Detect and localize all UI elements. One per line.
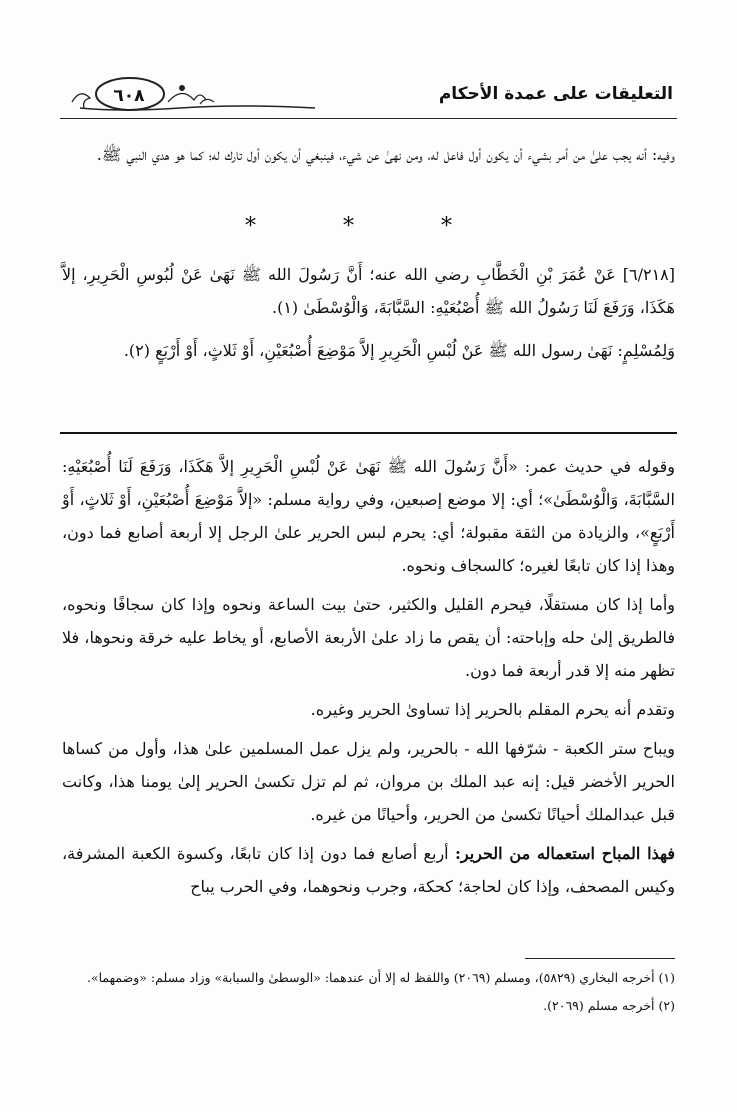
commentary-paragraph: وأما إذا كان مستقلًا، فيحرم القليل والكثير، حتىٰ بيت الساعة ونحوه وإذا كان سجافًا ونحوه، فالطريق إلىٰ حله وإباحته: أن يقص ما زاد علىٰ الأربعة الأصابع، أو يخاط عليه خرقة ونحوها، فلا تظهر منه إلا قدر أربعة فما دون. bbox=[62, 595, 675, 680]
commentary-paragraph: وقوله في حديث عمر: «أَنَّ رَسُولَ الله ﷺ نَهَىٰ عَنْ لُبْسِ الْحَرِيرِ إلاَّ هَكَذَا، وَرَفَعَ لَنَا أُصْبُعَيْهِ: السَّبَّابَةَ، وَالْوُسْطَىٰ»؛ أي: إلا موضع إصبعين، وفي رواية مسلم: «إلاَّ مَوْضِعَ أُصْبُعَيْنِ، أَوْ ثَلاثٍ، أَوْ أَرْبَعٍ»، والزيادة من الثقة مقبولة؛ أي: يحرم لبس الحرير علىٰ الرجل إلا أربعة أصابع فما دون، وهذا إذا كان تابعًا لغيره؛ كالسجاف ونحوه. bbox=[62, 457, 675, 575]
page-number: ٦٠٨ bbox=[113, 86, 145, 106]
intro-section bbox=[62, 138, 675, 171]
commentary-paragraph: وتقدم أنه يحرم المقلم بالحرير إذا تساوىٰ الحرير وغيره. bbox=[310, 700, 675, 719]
commentary-paragraph: ويباح ستر الكعبة - شرّفها الله - بالحرير، ولم يزل عمل المسلمين علىٰ هذا، وأول من كساها الحرير الأخضر قيل: إنه عبد الملك بن مروان، ثم لم تزل تكسىٰ الحرير إلىٰ يومنا هذا، وكانت قبل عبدالملك أحيانًا تكسىٰ من الحرير، وأحيانًا من غيره. bbox=[62, 739, 675, 824]
section-separator: * * * bbox=[245, 214, 492, 239]
footnotes bbox=[62, 964, 675, 1020]
permitted-uses-lead: فهذا المباح استعماله من الحرير: bbox=[454, 844, 676, 863]
page-header bbox=[60, 74, 677, 114]
section-divider bbox=[60, 432, 677, 434]
permitted-uses-text: أربع أصابع فما دون إذا كان تابعًا، وكسوة الكعبة المشرفة، وكيس المصحف، وإذا كان لحاجة؛ كحكة، وجرب ونحوهما، وفي الحرب يباح bbox=[62, 844, 675, 896]
intro-paragraph: وفيه: أنه يجب علىٰ من أمر بشيء أن يكون أول فاعل له، ومن نهىٰ عن شيء، فينبغي أن يكون أول تارك له؛ كما هو هدي النبي ﷺ. bbox=[96, 145, 675, 164]
footnote: (٢) أخرجه مسلم (٢٠٦٩). bbox=[543, 998, 675, 1013]
hadith-section bbox=[62, 258, 675, 367]
footnote: (١) أخرجه البخاري (٥٨٢٩)، ومسلم (٢٠٦٩) واللفظ له إلا أن عندهما: «الوسطىٰ والسبابة» وزاد مسلم: «وضمهما». bbox=[87, 970, 675, 985]
muslim-narration: وَلِمُسْلِمٍ: نَهَىٰ رسول الله ﷺ عَنْ لُبْسِ الْحَرِيرِ إلاَّ مَوْضِعَ أُصْبُعَيْنِ، أَوْ ثَلاثٍ، أَوْ أَرْبَعٍ (٢). bbox=[123, 341, 675, 360]
commentary-paragraph-last bbox=[62, 837, 675, 903]
hadith-text: [٦/٢١٨] عَنْ عُمَرَ بْنِ الْخَطَّابِ رضي الله عنه؛ أَنَّ رَسُولَ الله ﷺ نَهَىٰ عَنْ لُبُوسِ الْحَرِيرِ، إلاَّ هَكَذَا، وَرَفَعَ لَنَا رَسُولُ الله ﷺ أُصْبُعَيْهِ: السَّبَّابَةَ، وَالْوُسْطَىٰ (١). bbox=[62, 265, 675, 317]
footnote-rule bbox=[525, 958, 675, 959]
running-title: التعليقات على عمدة الأحكام bbox=[438, 84, 673, 104]
header-rule bbox=[60, 118, 677, 119]
commentary-section bbox=[62, 450, 675, 903]
